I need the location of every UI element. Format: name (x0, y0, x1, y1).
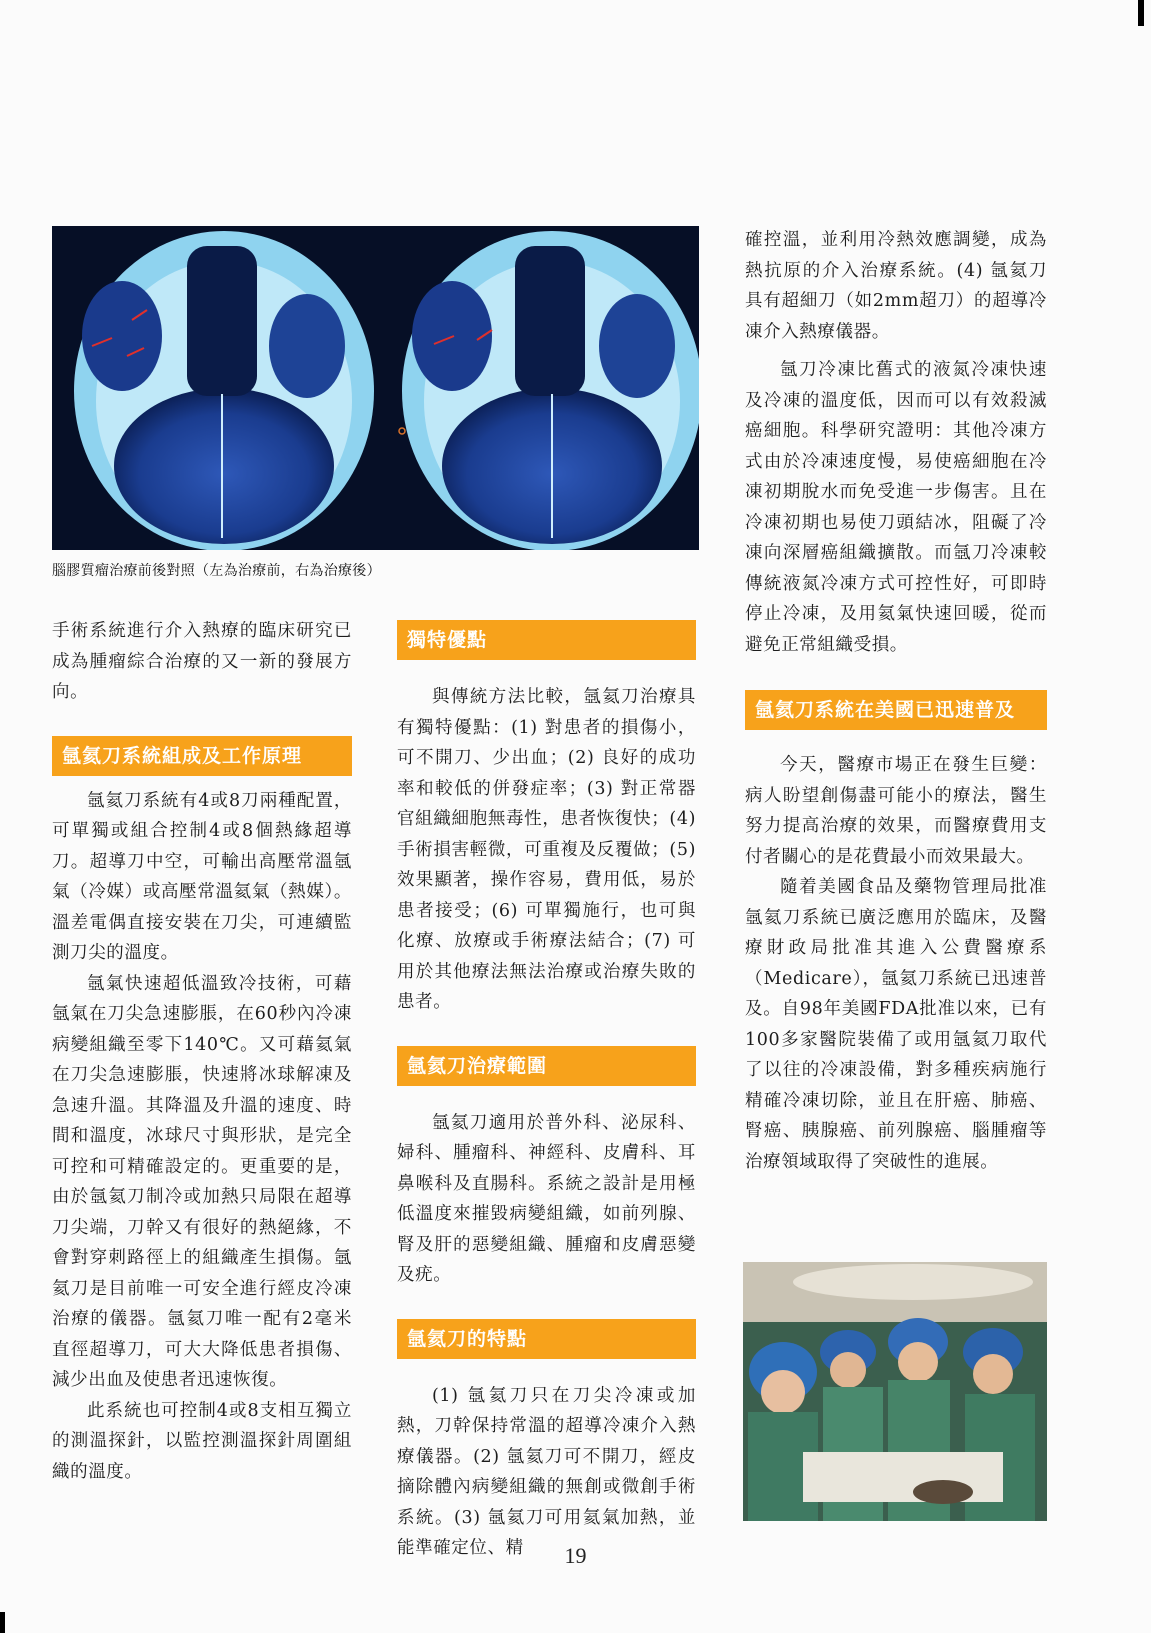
paragraph: (1) 氬氦刀只在刀尖冷凍或加熱，刀幹保持常溫的超導冷凍介入熱療儀器。(2) 氬氦刀可不開刀，經皮摘除體內病變組織的無創或微創手術系統。(3) 氬氦刀可用氦氣加熱，並能準確定位、精 (397, 1385, 696, 1558)
figure-caption: 腦膠質瘤治療前後對照（左為治療前，右為治療後） (52, 563, 381, 579)
section-heading: 獨特優點 (397, 620, 696, 660)
surgery-photo (743, 1262, 1047, 1521)
paragraph: 氬氦刀適用於普外科、泌尿科、婦科、腫瘤科、神經科、皮膚科、耳鼻喉科及直腸科。系統之設計是用極低溫度來摧毀病變組織，如前列腺、腎及肝的惡變組織、腫瘤和皮膚惡變及疣。 (397, 1112, 696, 1285)
mri-scan-before (74, 231, 374, 550)
paragraph: 氬氦刀系統有4或8刀兩種配置，可單獨或組合控制4或8個熱緣超導刀。超導刀中空，可輸出高壓常溫氬氣（冷媒）或高壓常溫氦氣（熱媒）。溫差電偶直接安裝在刀尖，可連續監測刀尖的溫度。 (52, 790, 352, 963)
paragraph: 氬氣快速超低溫致冷技術，可藉氬氣在刀尖急速膨脹，在60秒內冷凍病變組織至零下140℃。又可藉氦氣在刀尖急速膨脹，快速將冰球解凍及急速升溫。其降溫及升溫的速度、時間和溫度，冰球尺寸與形狀，是完全可控和可精確設定的。更重要的是，由於氬氦刀制冷或加熱只局限在超導刀尖端，刀幹又有很好的熱絕緣，不會對穿刺路徑上的組織產生損傷。氬氦刀是目前唯一可安全進行經皮冷凍治療的儀器。氬氦刀唯一配有2毫米直徑超導刀，可大大降低患者損傷、減少出血及使患者迅速恢復。 (52, 973, 352, 1390)
page-number: 19 (564, 1543, 587, 1568)
mri-comparison-image (52, 226, 699, 550)
section-heading: 氬氦刀的特點 (397, 1319, 696, 1359)
section-heading: 氬氦刀系統組成及工作原理 (52, 736, 352, 776)
column-3 (745, 225, 1047, 1177)
paragraph: 隨着美國食品及藥物管理局批准氬氦刀系統已廣泛應用於臨床，及醫療財政局批准其進入公費醫療系（Medicare），氬氦刀系統已迅速普及。自98年美國FDA批准以來，已有100多家醫院裝備了或用氬氦刀取代了以往的冷凍設備，對多種疾病施行精確冷凍切除，並且在肝癌、肺癌、腎癌、胰腺癌、前列腺癌、腦腫瘤等治療領域取得了突破性的進展。 (745, 877, 1047, 1172)
intro-paragraph: 手術系統進行介入熱療的臨床研究已成為腫瘤綜合治療的又一新的發展方向。 (52, 621, 352, 702)
mri-scan-after (402, 231, 699, 550)
paragraph: 此系統也可控制4或8支相互獨立的測溫探針，以監控測溫探針周圍組織的溫度。 (52, 1400, 352, 1482)
section-heading: 氬氦刀系統在美國已迅速普及 (745, 690, 1047, 730)
paragraph: 與傳統方法比較，氬氦刀治療具有獨特優點：(1) 對患者的損傷小，可不開刀、少出血；(2) 良好的成功率和較低的併發症率；(3) 對正常器官組織細胞無毒性，患者恢復快；(4) 手術損害輕微，可重複及反覆做；(5) 效果顯著，操作容易，費用低，易於患者接受；(6) 可單獨施行，也可與化療、放療或手術療法結合；(7) 可用於其他療法無法治療或治療失敗的患者。 (397, 687, 696, 1012)
paragraph: 確控溫，並利用冷熱效應調變，成為熱抗原的介入治療系統。(4) 氬氦刀具有超細刀（如2mm超刀）的超導冷凍介入熱療儀器。 (745, 230, 1047, 342)
column-1 (52, 616, 352, 1487)
scan-mark (0, 1612, 5, 1633)
scan-mark (1138, 0, 1144, 26)
paragraph: 氬刀冷凍比舊式的液氮冷凍快速及冷凍的溫度低，因而可以有效殺滅癌細胞。科學研究證明：其他冷凍方式由於冷凍速度慢，易使癌細胞在冷凍初期脫水而免受進一步傷害。且在冷凍初期也易使刀頭結冰，阻礙了冷凍向深層癌組織擴散。而氬刀冷凍較傳統液氮冷凍方式可控性好，可即時停止冷凍，及用氦氣快速回暖，從而避免正常組織受損。 (745, 360, 1047, 655)
section-heading: 氬氦刀治療範圍 (397, 1046, 696, 1086)
column-2 (397, 620, 696, 1564)
paragraph: 今天，醫療市場正在發生巨變：病人盼望創傷盡可能小的療法，醫生努力提高治療的效果，而醫療費用支付者關心的是花費最小而效果最大。 (745, 755, 1047, 867)
